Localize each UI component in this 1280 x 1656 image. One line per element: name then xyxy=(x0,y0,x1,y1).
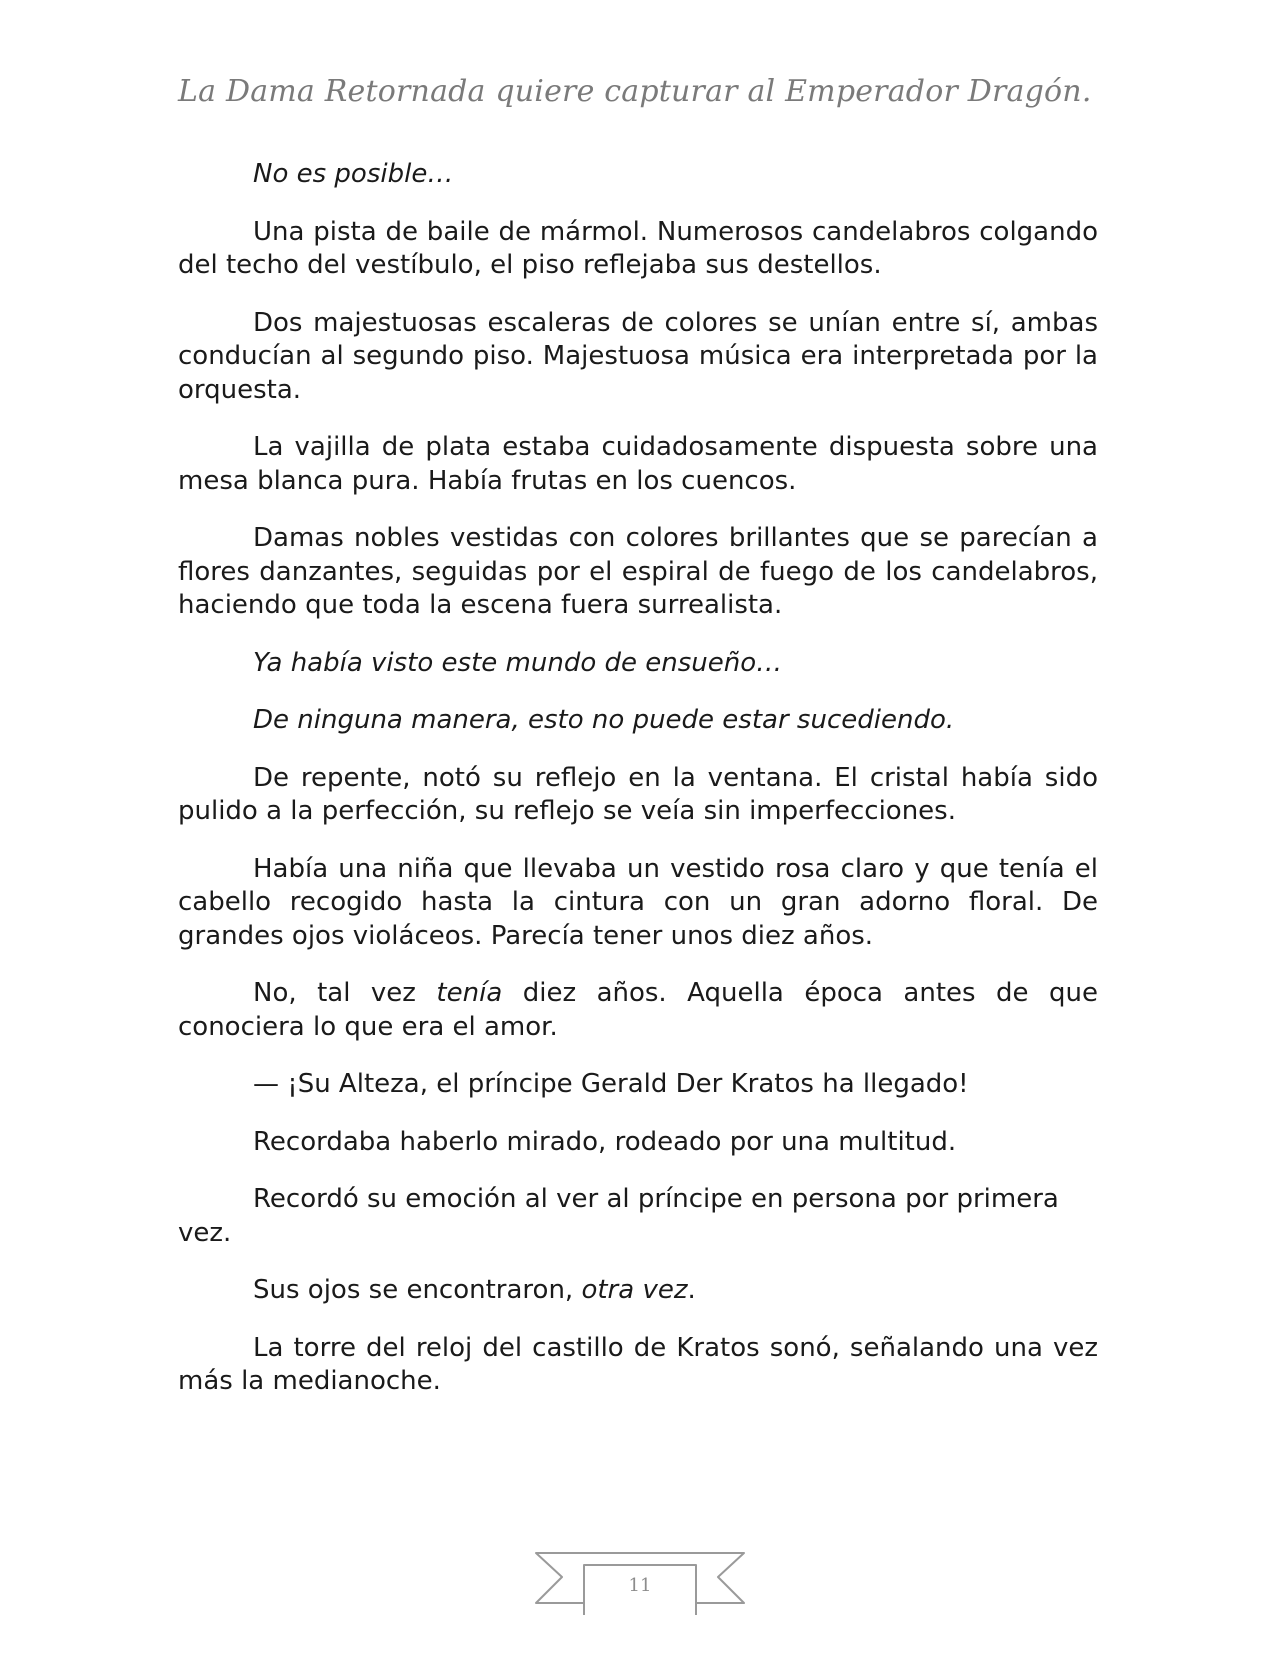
page-footer xyxy=(530,1545,750,1615)
paragraph-13: Recordó su emoción al ver al príncipe en persona por primera vez. xyxy=(178,1184,1059,1248)
paragraph-10-before: No, tal vez xyxy=(253,978,437,1008)
running-header: La Dama Retornada quiere capturar al Emperador Dragón. xyxy=(178,74,1092,109)
paragraph-10 xyxy=(178,977,1098,1044)
paragraph-14-after: . xyxy=(687,1275,696,1305)
paragraph-3: Dos majestuosas escaleras de colores se unían entre sí, ambas conducían al segundo piso. Majestuosa música era interpretada por la orquesta. xyxy=(178,307,1098,405)
paragraph-6: Ya había visto este mundo de ensueño… xyxy=(253,647,783,678)
paragraph-14-emphasis: otra vez xyxy=(581,1275,688,1305)
paragraph-7: De ninguna manera, esto no puede estar sucediendo. xyxy=(253,705,955,735)
paragraph-2: Una pista de baile de mármol. Numerosos candelabros colgando del techo del vestíbulo, el piso reflejaba sus destellos. xyxy=(178,216,1098,280)
paragraph-9: Había una niña que llevaba un vestido rosa claro y que tenía el cabello recogido hasta la cintura con un gran adorno floral. De grandes ojos violáceos. Parecía tener unos diez años. xyxy=(178,853,1098,951)
paragraph-10-after: diez años. Aquella época antes de que conociera lo que era el amor. xyxy=(178,978,1098,1042)
paragraph-4: La vajilla de plata estaba cuidadosamente dispuesta sobre una mesa blanca pura. Había frutas en los cuencos. xyxy=(178,432,1098,496)
paragraph-12: Recordaba haberlo mirado, rodeado por una multitud. xyxy=(253,1126,957,1157)
paragraph-8: De repente, notó su reflejo en la ventana. El cristal había sido pulido a la perfección, su reflejo se veía sin imperfecciones. xyxy=(178,762,1098,826)
page-body xyxy=(178,158,1098,1423)
paragraph-1: No es posible… xyxy=(253,159,454,189)
paragraph-11: — ¡Su Alteza, el príncipe Gerald Der Kratos ha llegado! xyxy=(253,1069,969,1099)
paragraph-15: La torre del reloj del castillo de Kratos sonó, señalando una vez más la medianoche. xyxy=(178,1332,1098,1396)
paragraph-14 xyxy=(178,1274,1098,1308)
page-number: 11 xyxy=(628,1575,652,1596)
paragraph-14-before: Sus ojos se encontraron, xyxy=(253,1275,582,1305)
paragraph-5: Damas nobles vestidas con colores brillantes que se parecían a flores danzantes, seguidas por el espiral de fuego de los candelabros, haciendo que toda la escena fuera surrealista. xyxy=(178,523,1098,620)
paragraph-10-emphasis: tenía xyxy=(436,978,503,1008)
